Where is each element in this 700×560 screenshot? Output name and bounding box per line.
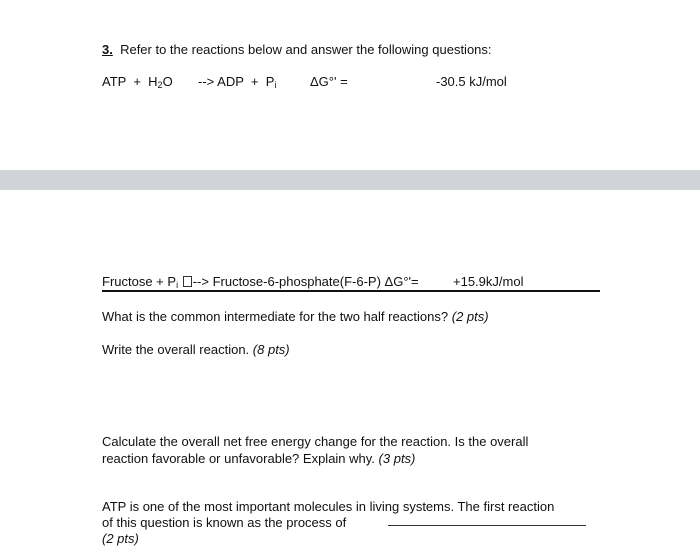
question-atp-line-2: of this question is known as the process of <box>102 515 347 530</box>
gray-divider-band <box>0 170 700 190</box>
question-text: Write the overall reaction. <box>102 342 250 357</box>
water-oxygen: O <box>162 74 173 89</box>
reaction-2-dg-label: ΔG°'= <box>384 274 419 289</box>
reaction-1-equation <box>102 74 173 90</box>
plus-sign: + <box>250 74 259 89</box>
reaction-2-dg-value: +15.9kJ/mol <box>453 274 524 289</box>
reaction-1-products <box>198 74 276 90</box>
question-overall <box>102 342 290 358</box>
phosphate-subscript: i <box>176 280 179 290</box>
water-subscript: 2 <box>157 80 163 90</box>
question-text: What is the common intermediate for the two half reactions? <box>102 309 449 324</box>
question-header <box>102 42 492 58</box>
reaction-1-dg-label: ΔG°' = <box>310 74 348 89</box>
question-intermediate <box>102 309 489 325</box>
question-number: 3. <box>102 42 113 57</box>
fructose-label: Fructose + P <box>102 274 177 289</box>
phosphate-label: P <box>265 74 275 89</box>
question-energy-line-2 <box>102 451 415 467</box>
points-label: (3 pts) <box>378 451 416 466</box>
question-energy-line-1: Calculate the overall net free energy change for the reaction. Is the overall <box>102 434 529 449</box>
points-label: (8 pts) <box>252 342 290 357</box>
atp-label: ATP <box>102 74 127 89</box>
question-prompt: Refer to the reactions below and answer the following questions: <box>120 42 492 57</box>
points-label: (2 pts) <box>451 309 489 324</box>
reaction-1-dg-value: -30.5 kJ/mol <box>436 74 507 89</box>
f6p-label: Fructose-6-phosphate(F-6-P) <box>212 274 381 289</box>
horizontal-rule <box>102 290 600 292</box>
reaction-arrow: --> <box>192 274 209 289</box>
reaction-arrow: --> <box>198 74 215 89</box>
missing-glyph-box <box>183 276 192 287</box>
adp-label: ADP <box>217 74 244 89</box>
question-atp-points <box>102 531 139 547</box>
points-label: (2 pts) <box>102 531 139 546</box>
plus-sign: + <box>133 74 141 89</box>
answer-blank-line[interactable] <box>388 525 586 526</box>
water-label: H <box>148 74 158 89</box>
phosphate-subscript: i <box>274 80 277 90</box>
question-text: reaction favorable or unfavorable? Explain why. <box>102 451 375 466</box>
reaction-2-equation <box>102 274 419 290</box>
question-atp-line-1: ATP is one of the most important molecules in living systems. The first reaction <box>102 499 555 514</box>
